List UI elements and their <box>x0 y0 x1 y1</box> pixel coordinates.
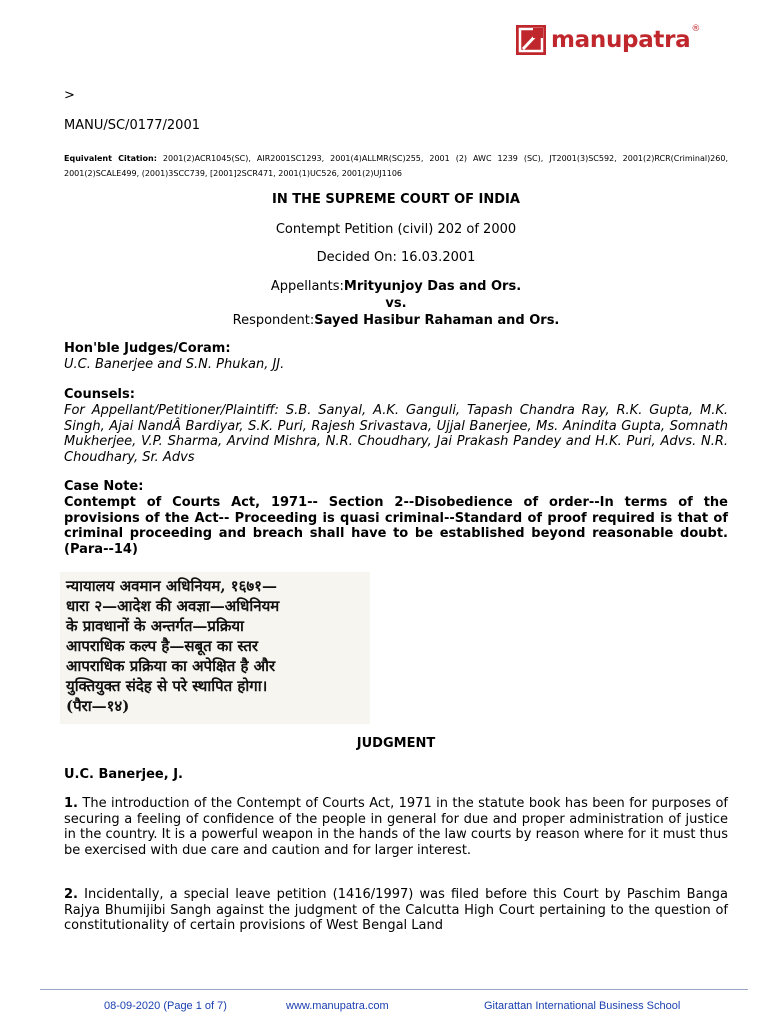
respondent-label: Respondent: <box>232 313 315 328</box>
paragraph-1-text: The introduction of the Contempt of Courts Act, 1971 in the statute book has been for purposes of securing a feeling of confidence of the people in general for due and proper administration of justice in the country. It is a powerful weapon in the hands of the law courts by reason where for it must thus be exercised with due care and caution and for larger interest. <box>64 796 728 858</box>
hindi-line: आपराधिक प्रक्रिया का अपेक्षित है और <box>66 657 276 675</box>
court-name: IN THE SUPREME COURT OF INDIA <box>272 192 520 207</box>
paragraph-2-number: 2. <box>64 887 78 902</box>
hindi-line: युक्तियुक्त संदेह से परे स्थापित होगा। <box>66 677 268 695</box>
equivalent-citation-text: 2001(2)ACR1045(SC), AIR2001SC1293, 2001(4)ALLMR(SC)255, 2001 (2) AWC 1239 (SC), JT2001(3)SC592, 2001(2)RCR(Criminal)260, 2001(2)SCALE499, (2001)3SCC739, [2001]2SCR471, 2001(1)UC526, 2001(2)UJ1106 <box>64 154 728 178</box>
manu-id: MANU/SC/0177/2001 <box>64 118 200 133</box>
judges-heading: Hon'ble Judges/Coram: <box>64 341 231 356</box>
manupatra-logo <box>516 24 701 56</box>
judgment-heading: JUDGMENT <box>356 736 436 751</box>
judges-names: U.C. Banerjee and S.N. Phukan, JJ. <box>64 357 285 372</box>
petition-number: Contempt Petition (civil) 202 of 2000 <box>275 222 517 237</box>
paragraph-2 <box>64 887 728 934</box>
respondent-names: Sayed Hasibur Rahaman and Ors. <box>314 313 560 328</box>
manupatra-logo-icon <box>516 25 546 55</box>
appellants-names: Mrityunjoy Das and Ors. <box>343 279 522 294</box>
hindi-line: के प्रावधानों के अन्तर्गत—प्रक्रिया <box>66 617 244 635</box>
hindi-line: आपराधिक कल्प है—सबूत का स्तर <box>66 637 259 655</box>
versus: vs. <box>385 296 407 311</box>
brand-name: manupatra <box>551 27 691 53</box>
hindi-line: न्यायालय अवमान अधिनियम, १६७१— <box>66 577 277 595</box>
hindi-line: धारा २—आदेश की अवज्ञा—अधिनियम <box>66 597 280 615</box>
casenote-heading: Case Note: <box>64 479 144 494</box>
paragraph-1 <box>64 796 728 858</box>
counsels-block <box>64 403 728 465</box>
footer-site-link[interactable]: www.manupatra.com <box>286 1000 389 1012</box>
casenote-text: Contempt of Courts Act, 1971-- Section 2--Disobedience of order--In terms of the provisions of the Act-- Proceeding is quasi criminal--Standard of proof required is that of criminal proceeding and breach shall have to be established beyond reasonable doubt. (Para--14) <box>64 495 728 557</box>
counsels-label: For Appellant/Petitioner/Plaintiff: <box>64 403 279 418</box>
footer-school: Gitarattan International Business School <box>484 1000 681 1012</box>
equivalent-citation <box>64 151 728 181</box>
arrow-marker: > <box>64 88 75 103</box>
registered-mark: ® <box>691 24 701 34</box>
appellants-label: Appellants: <box>270 279 344 294</box>
paragraph-2-text: Incidentally, a special leave petition (1416/1997) was filed before this Court by Paschim Banga Rajya Bhumijibi Sangh against the judgment of the Calcutta High Court pertaining to the question of constitutionality of certain provisions of West Bengal Land <box>64 887 728 933</box>
appellants-line <box>64 279 728 294</box>
hindi-casenote-image <box>60 572 370 724</box>
hindi-line: (पैरा—१४) <box>66 697 130 715</box>
judgment-author: U.C. Banerjee, J. <box>64 767 183 782</box>
footer-date-page: 08-09-2020 (Page 1 of 7) <box>104 1000 227 1012</box>
decided-on: Decided On: 16.03.2001 <box>316 250 476 265</box>
equivalent-citation-label: Equivalent Citation: <box>64 154 157 163</box>
counsels-heading: Counsels: <box>64 387 135 402</box>
paragraph-1-number: 1. <box>64 796 78 811</box>
counsels-text: S.B. Sanyal, A.K. Ganguli, Tapash Chandra Ray, R.K. Gupta, M.K. Singh, Ajai NandÂ Bardiyar, S.K. Puri, Rajesh Srivastava, Ujjal Banerjee, Ms. Anindita Gupta, Somnath Mukherjee, V.P. Sharma, Arvind Mishra, N.R. Choudhary, Jai Prakash Pandey and H.K. Puri, Advs. N.R. Choudhary, Sr. Advs <box>64 403 728 465</box>
footer-divider <box>40 989 748 990</box>
respondent-line <box>64 313 728 328</box>
